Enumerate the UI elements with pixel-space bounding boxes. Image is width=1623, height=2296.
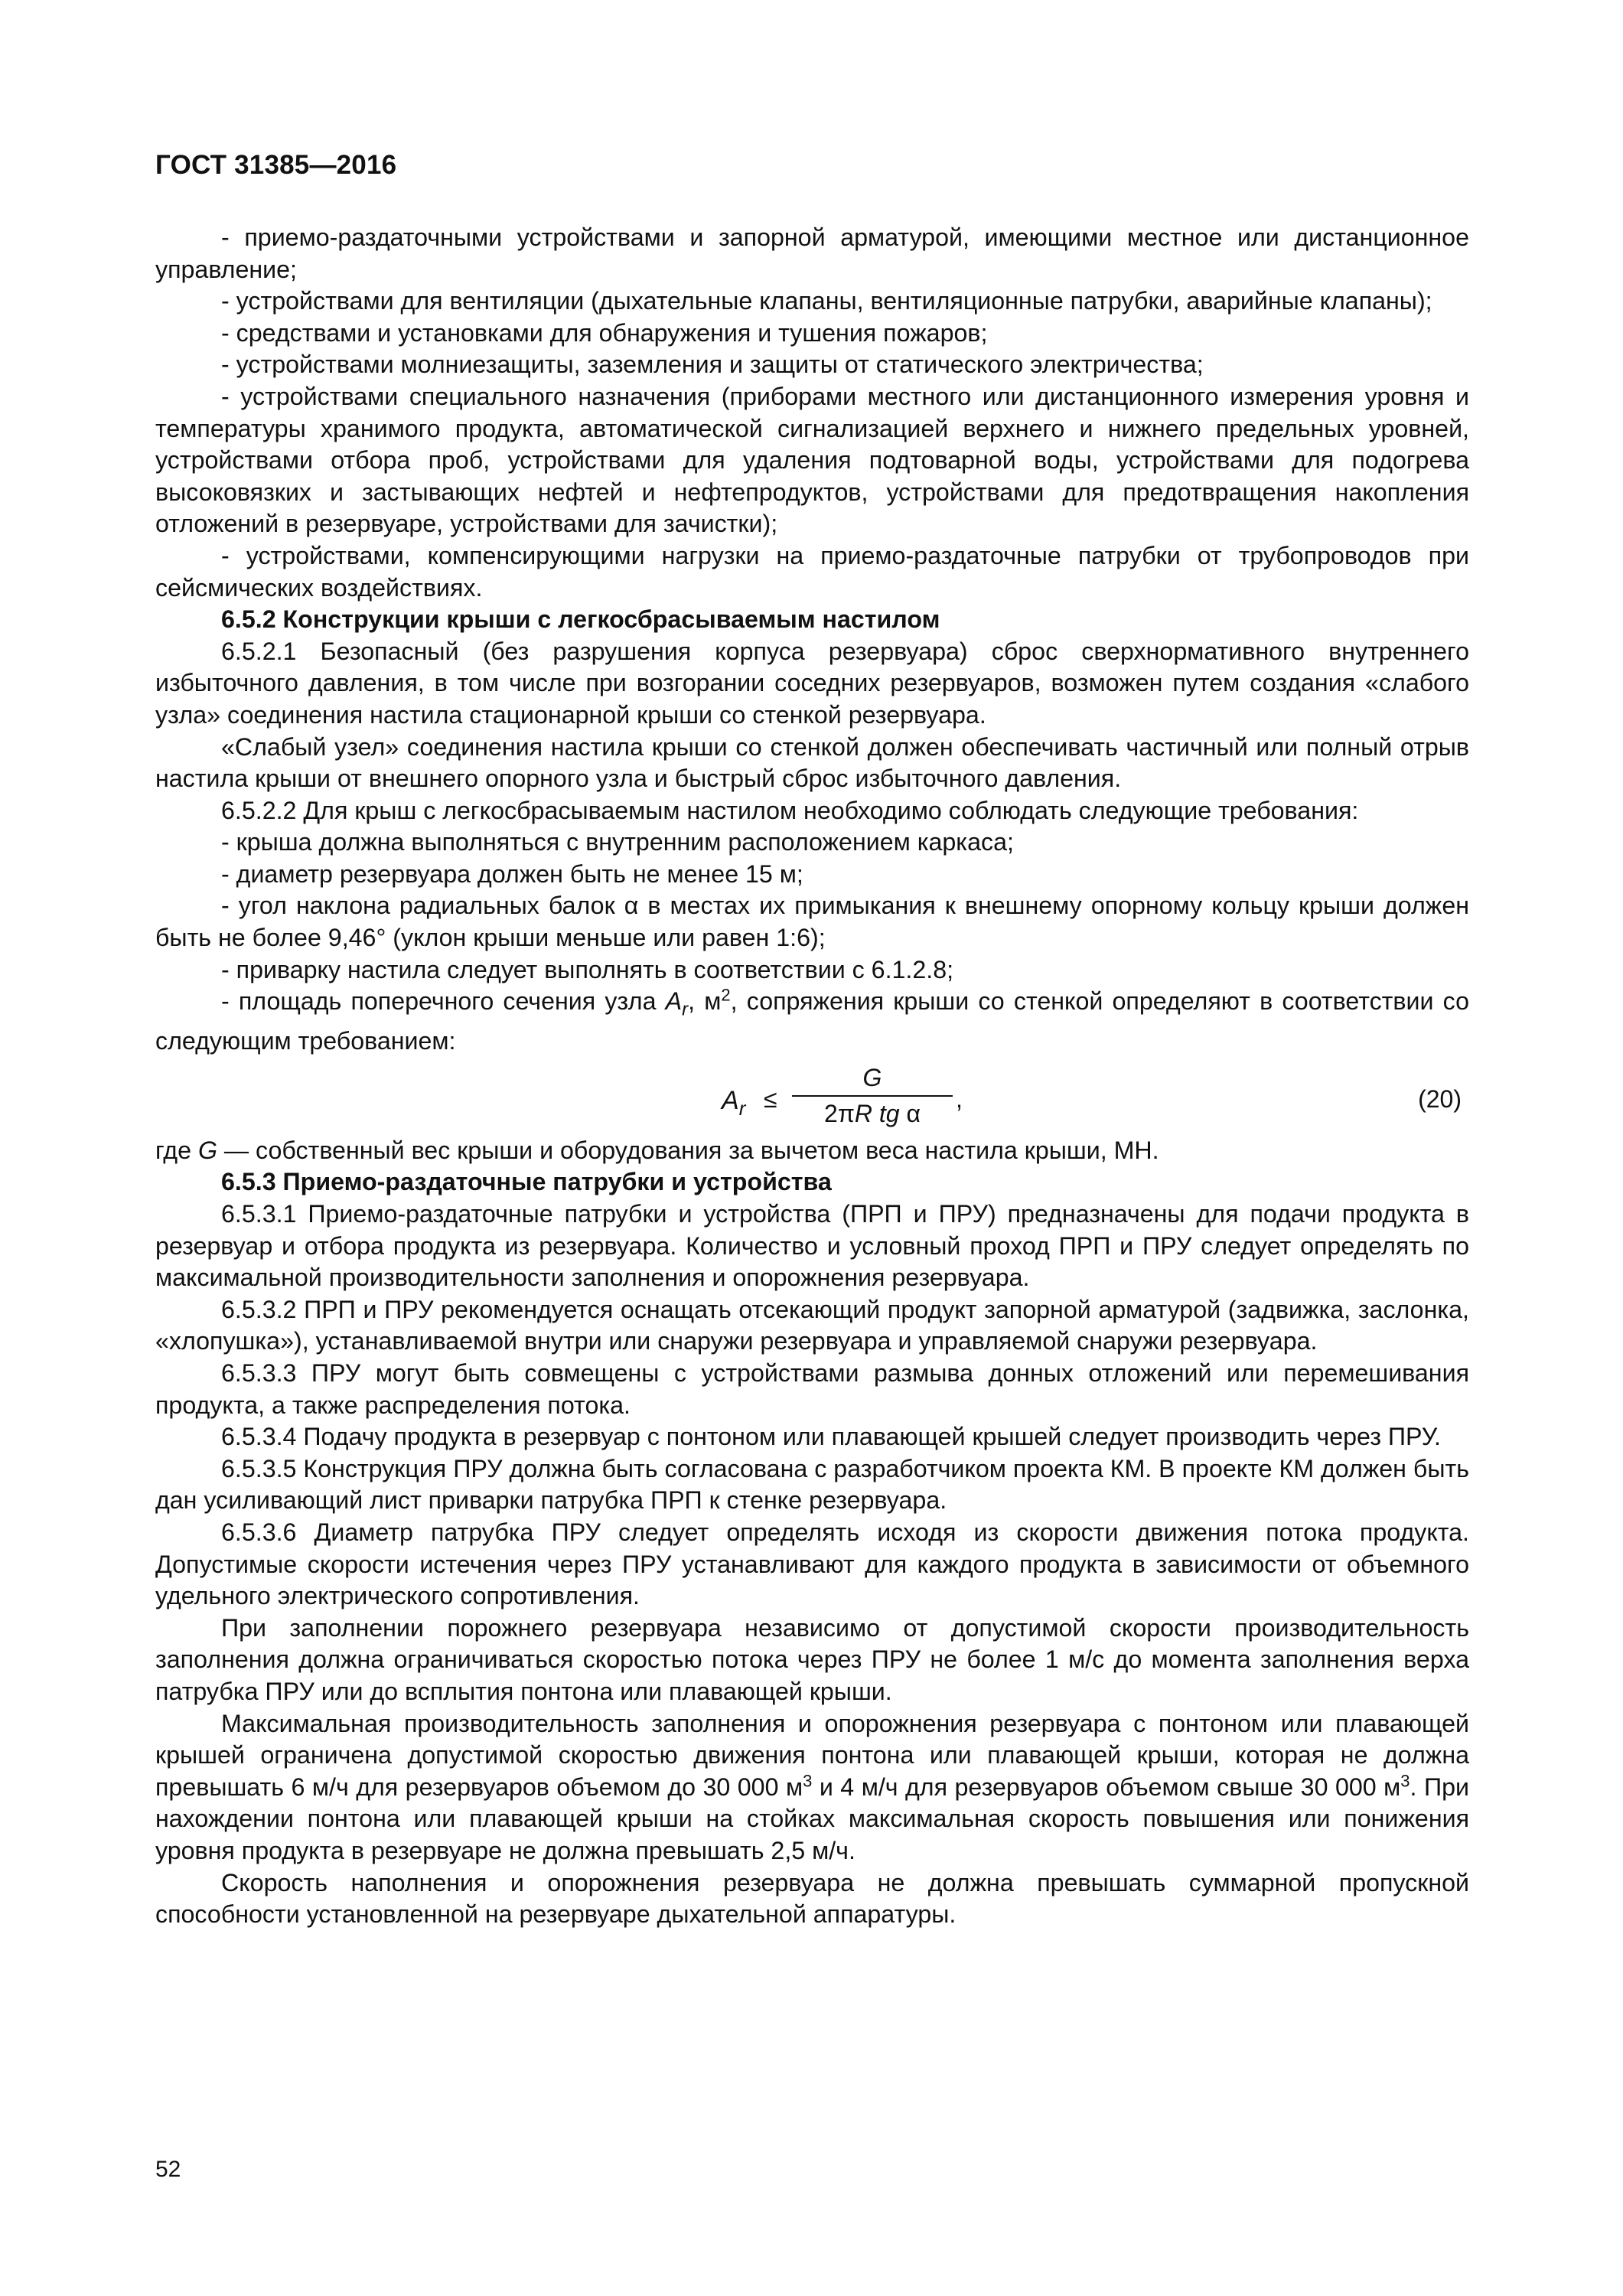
paragraph: - крыша должна выполняться с внутренним расположением каркаса; [221, 828, 1014, 856]
paragraph-area-requirement [155, 986, 1469, 1058]
paragraph: При заполнении порожнего резервуара независимо от допустимой скорости производительность заполнения должна ограничиваться скоростью потока через ПРУ не более 1 м/с до момента заполнения верха патрубка ПРУ или до всплытия понтона или плавающей крыши. [155, 1613, 1469, 1705]
symbol-subscript: r [682, 999, 689, 1020]
paragraph: - угол наклона радиальных балок α в местах их примыкания к внешнему опорному кольцу крыши должен быть не более 9,46° (уклон крыши меньше или равен 1:6); [155, 892, 1469, 952]
formula-relation: ≤ [764, 1084, 777, 1113]
symbol-g: G [197, 1136, 217, 1164]
den-prefix: 2π [824, 1100, 855, 1128]
unit: , м [688, 987, 722, 1016]
paragraph: - устройствами молниезащиты, заземления и защиты от статического электричества; [221, 351, 1204, 379]
den-suffix: α [899, 1100, 921, 1128]
paragraph: - средствами и установками для обнаружения и тушения пожаров; [221, 318, 988, 347]
formula-lhs [722, 1085, 745, 1125]
text: где [155, 1136, 191, 1164]
formula-20 [155, 1058, 1469, 1135]
formula-numerator: G [792, 1062, 953, 1097]
paragraph: - приварку настила следует выполнять в соответствии с 6.1.2.8; [221, 955, 954, 983]
paragraph-max-rate [155, 1708, 1469, 1867]
section-heading-6-5-2: 6.5.2 Конструкции крыши с легкосбрасываемым настилом [221, 605, 940, 634]
paragraph: 6.5.3.3 ПРУ могут быть совмещены с устройствами размыва донных отложений или перемешивания продукта, а также распределения потока. [155, 1359, 1469, 1419]
text: - площадь поперечного сечения узла [221, 987, 657, 1016]
den-italic: R tg [854, 1100, 900, 1128]
paragraph: - устройствами, компенсирующими нагрузки на приемо-раздаточные патрубки от трубопроводов при сейсмических воздействиях. [155, 541, 1469, 602]
section-heading-6-5-3: 6.5.3 Приемо-раздаточные патрубки и устройства [221, 1168, 832, 1196]
paragraph: 6.5.3.2 ПРП и ПРУ рекомендуется оснащать отсекающий продукт запорной арматурой (задвижка, заслонка, «хлопушка»), устанавливаемой внутри или снаружи резервуара и управляемой снаружи резервуара. [155, 1295, 1469, 1355]
paragraph: - диаметр резервуара должен быть не менее 15 м; [221, 859, 803, 888]
text: . При нахождении понтона или плавающей крыши на стойках максимальная скорость повышения или понижения уровня продукта в резервуаре не должна превышать 2,5 м/ч. [155, 1773, 1469, 1864]
paragraph: 6.5.2.1 Безопасный (без разрушения корпуса резервуара) сброс сверхнормативного внутреннего избыточного давления, в том числе при возгорании соседних резервуаров, возможен путем создания «слабого узла» соединения настила стационарной крыши со стенкой резервуара. [155, 637, 1469, 729]
paragraph: 6.5.3.6 Диаметр патрубка ПРУ следует определять исходя из скорости движения потока продукта. Допустимые скорости истечения через ПРУ устанавливают для каждого продукта в зависимости от объемного удельного электрического сопротивления. [155, 1518, 1469, 1610]
paragraph: 6.5.3.1 Приемо-раздаточные патрубки и устройства (ПРП и ПРУ) предназначены для подачи продукта в резервуар и отбора продукта из резервуара. Количество и условный проход ПРП и ПРУ следует определять по максимальной производительности заполнения и опорожнения резервуара. [155, 1200, 1469, 1292]
formula-fraction [792, 1062, 953, 1130]
text: — собственный вес крыши и оборудования за вычетом веса настила крыши, МН. [217, 1136, 1159, 1164]
formula-comma: , [956, 1084, 963, 1113]
paragraph: 6.5.3.5 Конструкция ПРУ должна быть согласована с разработчиком проекта КМ. В проекте КМ должен быть дан усиливающий лист приварки патрубка ПРП к стенке резервуара. [155, 1454, 1469, 1515]
formula-denominator [792, 1097, 953, 1130]
unit-exponent: 2 [721, 985, 731, 1005]
paragraph: Скорость наполнения и опорожнения резервуара не должна превышать суммарной пропускной способности установленной на резервуаре дыхательной аппаратуры. [155, 1868, 1469, 1929]
paragraph: 6.5.2.2 Для крыш с легкосбрасываемым настилом необходимо соблюдать следующие требования: [221, 796, 1359, 824]
page-number: 52 [155, 2157, 181, 2182]
formula-lhs-symbol: A [722, 1085, 739, 1115]
paragraph: - приемо-раздаточными устройствами и запорной арматурой, имеющими местное или дистанционное управление; [155, 223, 1469, 283]
text: Максимальная производительность заполнения и опорожнения резервуара с понтоном или плавающей крышей ограничена допустимой скоростью движения понтона или плавающей крыши, которая не должна превышать 6 м/ч для резервуаров объемом до 30 000 м [155, 1709, 1469, 1801]
symbol-a: A [665, 987, 683, 1016]
formula-lhs-subscript: r [738, 1096, 746, 1120]
cubic-exponent: 3 [803, 1771, 813, 1791]
where-clause [155, 1135, 1469, 1167]
cubic-exponent: 3 [1400, 1771, 1410, 1791]
document-body [155, 222, 1469, 1931]
paragraph: - устройствами для вентиляции (дыхательные клапаны, вентиляционные патрубки, аварийные клапаны); [221, 287, 1432, 315]
text: , сопряжения крыши со стенкой определяют в соответствии со следующим требованием: [155, 987, 1469, 1055]
formula-number: (20) [1418, 1084, 1462, 1113]
paragraph: «Слабый узел» соединения настила крыши со стенкой должен обеспечивать частичный или полный отрыв настила крыши от внешнего опорного узла и быстрый сброс избыточного давления. [155, 732, 1469, 793]
paragraph: 6.5.3.4 Подачу продукта в резервуар с понтоном или плавающей крышей следует производить через ПРУ. [221, 1423, 1441, 1451]
paragraph: - устройствами специального назначения (приборами местного или дистанционного измерения уровня и температуры хранимого продукта, автоматической сигнализацией верхнего и нижнего предельных уровней, устройствами отбора проб, устройствами для удаления подтоварной воды, устройствами для подогрева высоковязких и застывающих нефтей и нефтепродуктов, устройствами для предотвращения накопления отложений в резервуаре, устройствами для зачистки); [155, 382, 1469, 538]
text: и 4 м/ч для резервуаров объемом свыше 30 000 м [819, 1773, 1401, 1801]
document-header: ГОСТ 31385—2016 [155, 150, 397, 180]
